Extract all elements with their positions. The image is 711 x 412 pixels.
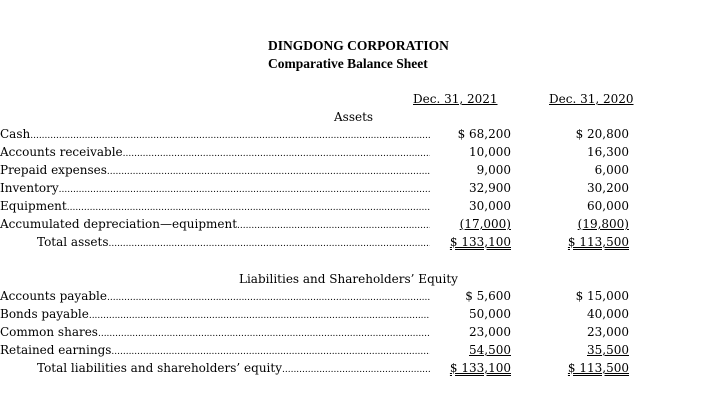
dot-leader [98, 330, 430, 339]
row-label-text: Total liabilities and shareholders’ equity [37, 361, 282, 375]
value-2021: $ 68,200 [457, 127, 511, 141]
dot-leader [123, 150, 430, 159]
value-2021: 54,500 [469, 343, 511, 357]
row-label-text: Cash [0, 127, 31, 141]
assets-heading: Assets [334, 110, 374, 124]
value-2020: $ 15,000 [575, 289, 629, 303]
row-label [0, 199, 430, 217]
row-label [37, 235, 430, 253]
row-label [0, 127, 430, 145]
value-2020: 30,200 [587, 181, 629, 195]
dot-leader [107, 168, 430, 177]
dot-leader [111, 348, 430, 357]
row-label [0, 289, 430, 307]
value-2021: 9,000 [476, 163, 511, 177]
dot-leader [30, 132, 430, 141]
table-row [0, 145, 711, 163]
row-label-text: Accounts payable [0, 289, 107, 303]
value-2020: 35,500 [587, 343, 629, 357]
value-2021: 10,000 [469, 145, 511, 159]
column-header-2021: Dec. 31, 2021 [413, 92, 498, 106]
table-row [0, 163, 711, 181]
dot-leader [237, 222, 430, 231]
row-label [0, 325, 430, 343]
dot-leader [107, 294, 430, 303]
row-label [0, 217, 430, 235]
table-row [0, 127, 711, 145]
total-2020: $ 113,500 [567, 235, 629, 249]
table-row [0, 289, 711, 307]
table-row [0, 325, 711, 343]
dot-leader [59, 186, 430, 195]
table-row [0, 343, 711, 361]
value-2020: 40,000 [587, 307, 629, 321]
total-2020: $ 113,500 [567, 361, 629, 375]
liabilities-heading: Liabilities and Shareholders’ Equity [239, 272, 458, 286]
row-label-text: Accounts receivable [0, 145, 123, 159]
column-header-2020: Dec. 31, 2020 [549, 92, 634, 106]
row-label [0, 307, 430, 325]
row-label [0, 343, 430, 361]
company-name: DINGDONG CORPORATION [268, 38, 449, 53]
value-2021: 30,000 [469, 199, 511, 213]
statement-title: Comparative Balance Sheet [268, 56, 428, 71]
table-row [0, 217, 711, 235]
value-2020: 16,300 [587, 145, 629, 159]
total-2021: $ 133,100 [449, 361, 511, 375]
table-row [0, 307, 711, 325]
value-2020: (19,800) [577, 217, 629, 231]
dot-leader [67, 204, 430, 213]
row-label-text: Total assets [37, 235, 109, 249]
row-label-text: Bonds payable [0, 307, 89, 321]
value-2021: 23,000 [469, 325, 511, 339]
value-2020: 23,000 [587, 325, 629, 339]
row-label-text: Common shares [0, 325, 98, 339]
total-row [0, 235, 711, 253]
value-2021: (17,000) [459, 217, 511, 231]
value-2021: $ 5,600 [465, 289, 511, 303]
total-2021: $ 133,100 [449, 235, 511, 249]
row-label-text: Prepaid expenses [0, 163, 107, 177]
row-label [37, 361, 430, 379]
row-label-text: Inventory [0, 181, 59, 195]
table-row [0, 181, 711, 199]
row-label-text: Equipment [0, 199, 67, 213]
row-label-text: Retained earnings [0, 343, 112, 357]
value-2021: 32,900 [469, 181, 511, 195]
dot-leader [282, 366, 430, 375]
value-2020: 6,000 [594, 163, 629, 177]
total-row [0, 361, 711, 379]
value-2020: 60,000 [587, 199, 629, 213]
value-2020: $ 20,800 [575, 127, 629, 141]
row-label [0, 163, 430, 181]
dot-leader [108, 240, 430, 249]
table-row [0, 199, 711, 217]
row-label [0, 145, 430, 163]
row-label [0, 181, 430, 199]
row-label-text: Accumulated depreciation—equipment [0, 217, 238, 231]
value-2021: 50,000 [469, 307, 511, 321]
dot-leader [89, 312, 430, 321]
